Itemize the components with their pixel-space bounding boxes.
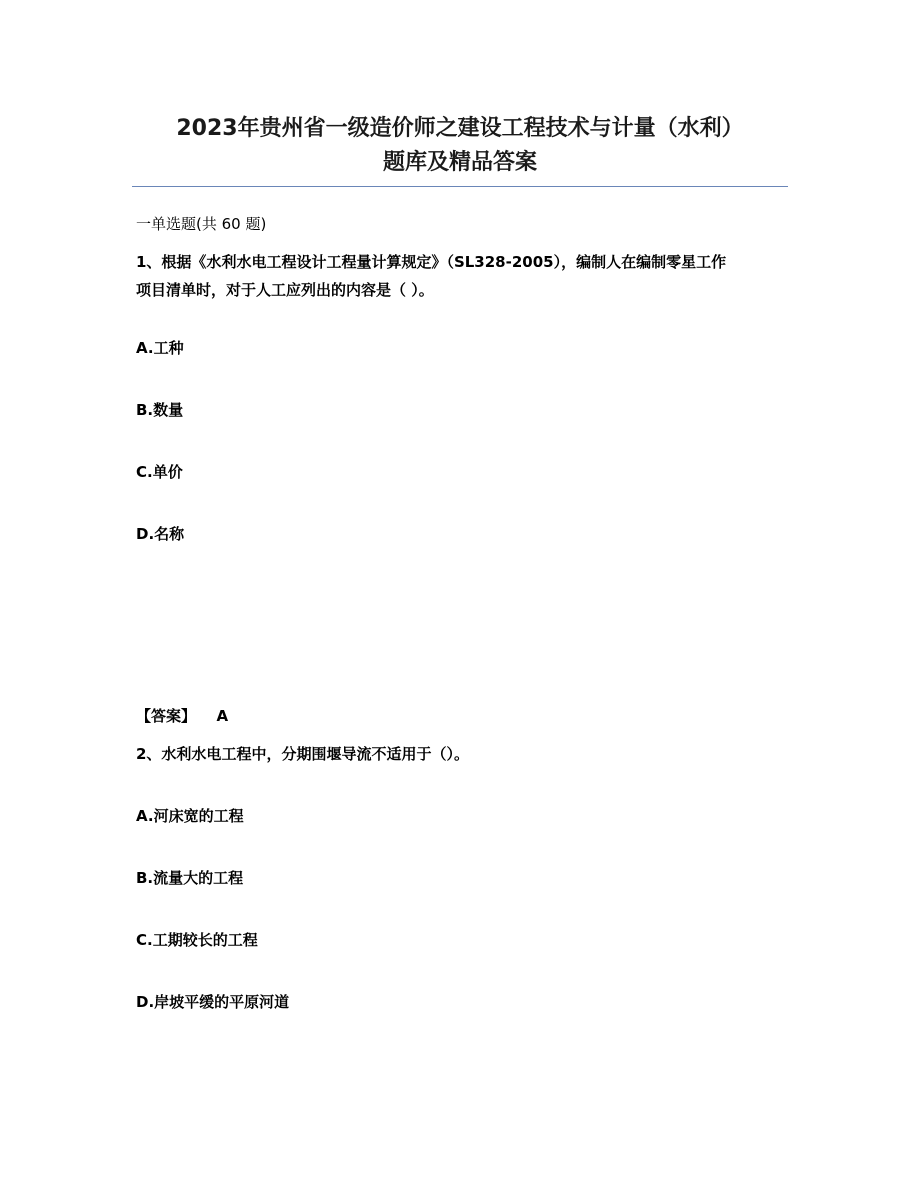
question-1-answer	[136, 702, 228, 730]
question-1-option-c: C.单价	[136, 463, 183, 481]
document-title-line-1: 2023年贵州省一级造价师之建设工程技术与计量（水利）	[176, 116, 744, 141]
question-2-option-c: C.工期较长的工程	[136, 931, 258, 949]
answer-label: 【答案】	[136, 707, 197, 725]
question-2-stem: 2、水利水电工程中，分期围堰导流不适用于（）。	[136, 745, 469, 763]
question-2-option-a: A.河床宽的工程	[136, 807, 244, 825]
answer-value: A	[216, 707, 229, 725]
question-1-option-b: B.数量	[136, 401, 184, 419]
question-1-option-a: A.工种	[136, 339, 184, 357]
document-title-line-2: 题库及精品答案	[382, 150, 537, 175]
question-1-option-d: D.名称	[136, 525, 185, 543]
section-heading: 一单选题(共 60 题)	[136, 215, 267, 233]
document-title	[132, 112, 788, 180]
question-1-stem-line-2: 项目清单时，对于人工应列出的内容是（ ）。	[136, 281, 434, 299]
title-divider	[132, 186, 788, 187]
question-2-option-d: D.岸坡平缓的平原河道	[136, 993, 290, 1011]
question-2-option-b: B.流量大的工程	[136, 869, 244, 887]
question-1-stem-line-1: 1、根据《水利水电工程设计工程量计算规定》（SL328-2005），编制人在编制零星工作	[136, 253, 727, 271]
